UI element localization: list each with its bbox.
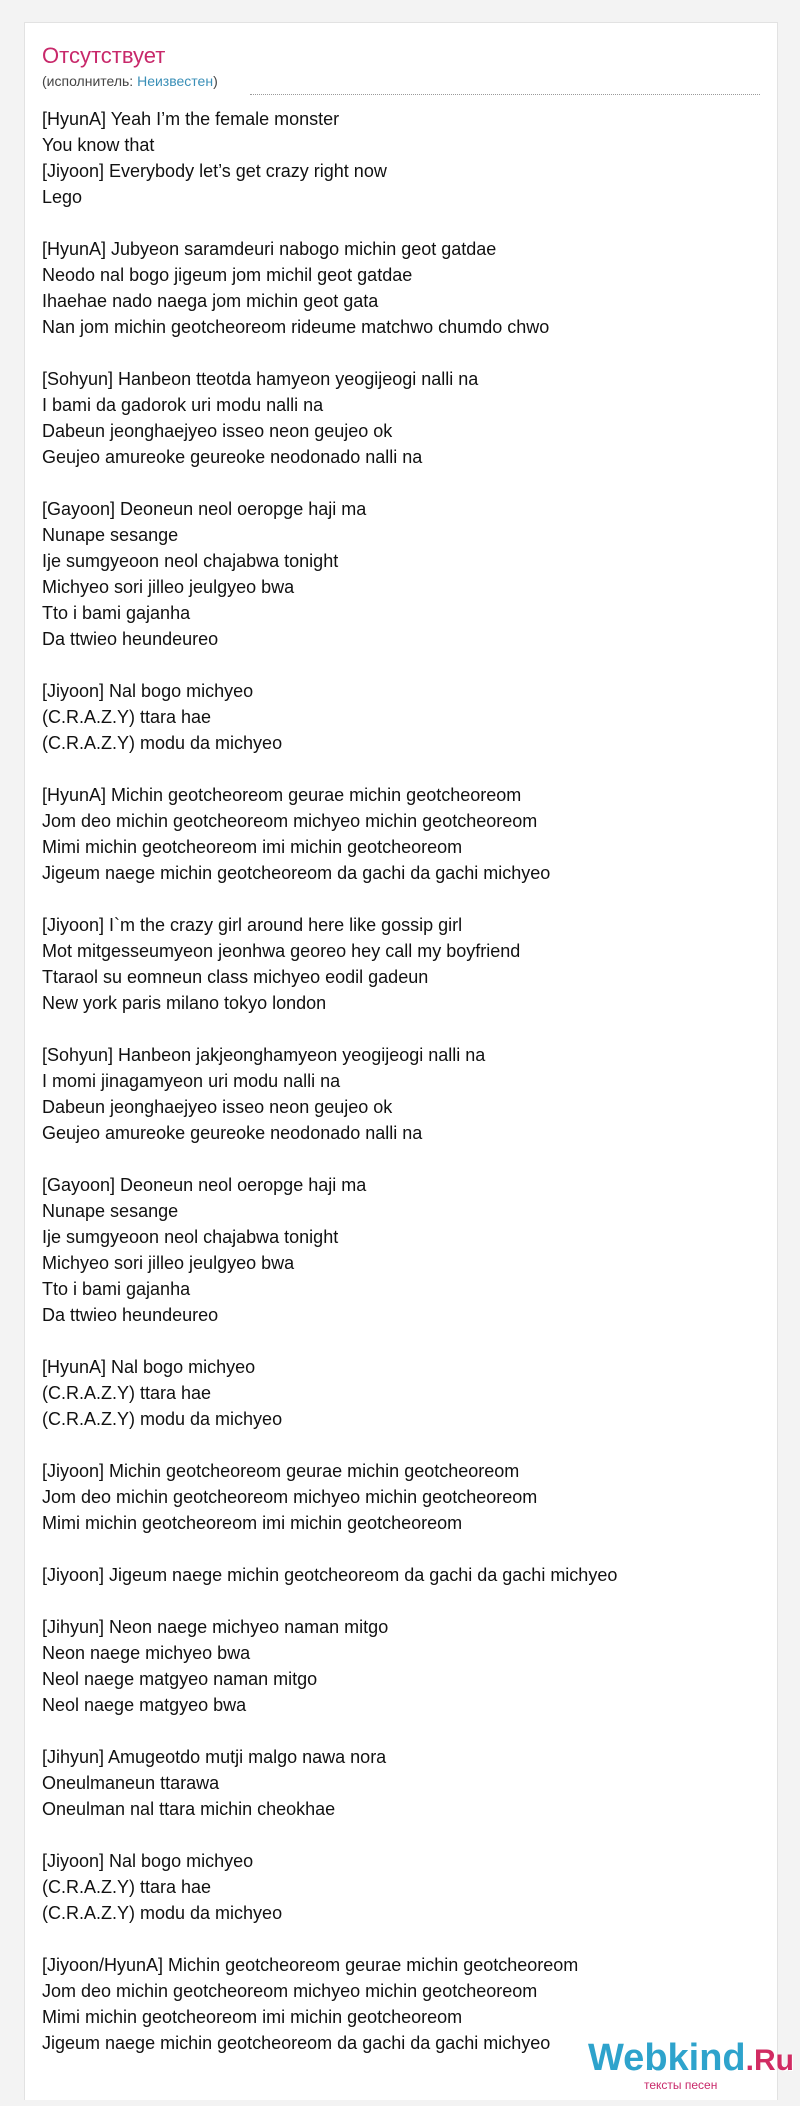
lyrics-line: Jigeum naege michin geotcheoreom da gachi da gachi michyeo [42,2033,551,2053]
lyrics-line: Geujeo amureoke geureoke neodonado nalli na [42,447,423,467]
lyrics-line: I momi jinagamyeon uri modu nalli na [42,1071,341,1091]
artist-prefix: (исполнитель: [42,73,138,89]
lyrics-line: (C.R.A.Z.Y) modu da michyeo [42,1903,283,1923]
logo-tagline: тексты песен [644,2078,718,2092]
logo-main-text: Webkind [588,2037,746,2079]
lyrics-stanza [42,1848,762,1926]
lyrics-line: [Jiyoon] Everybody let’s get crazy right now [42,161,387,181]
lyrics-line: [HyunA] Michin geotcheoreom geurae michin geotcheoreom [42,785,522,805]
lyrics-line: [Jiyoon] Nal bogo michyeo [42,1851,254,1871]
site-logo[interactable] [588,2036,794,2096]
lyrics-line: Jigeum naege michin geotcheoreom da gachi da gachi michyeo [42,863,551,883]
lyrics-line: You know that [42,135,155,155]
lyrics-line: Nunape sesange [42,525,179,545]
lyrics-stanza [42,1458,762,1536]
lyrics-line: Michyeo sori jilleo jeulgyeo bwa [42,577,295,597]
lyrics-stanza [42,1744,762,1822]
lyrics-line: [Jihyun] Amugeotdo mutji malgo nawa nora [42,1747,387,1767]
lyrics-line: Ije sumgyeoon neol chajabwa tonight [42,1227,339,1247]
lyrics-line: Geujeo amureoke geureoke neodonado nalli na [42,1123,423,1143]
lyrics-line: [Sohyun] Hanbeon tteotda hamyeon yeogijeogi nalli na [42,369,479,389]
lyrics-stanza [42,678,762,756]
artist-line [42,72,218,90]
lyrics-stanza [42,912,762,1016]
lyrics-line: Oneulmaneun ttarawa [42,1773,220,1793]
lyrics-line: Mimi michin geotcheoreom imi michin geotcheoreom [42,2007,463,2027]
lyrics-line: Neon naege michyeo bwa [42,1643,251,1663]
lyrics-line: [HyunA] Jubyeon saramdeuri nabogo michin geot gatdae [42,239,497,259]
lyrics-line: Da ttwieo heundeureo [42,629,219,649]
lyrics-line: [Gayoon] Deoneun neol oeropge haji ma [42,1175,367,1195]
title-divider [250,94,760,95]
lyrics-line: [Jiyoon] I`m the crazy girl around here like gossip girl [42,915,463,935]
lyrics-stanza [42,236,762,340]
lyrics-line: Jom deo michin geotcheoreom michyeo michin geotcheoreom [42,1487,538,1507]
lyrics-line: Jom deo michin geotcheoreom michyeo michin geotcheoreom [42,811,538,831]
lyrics-line: Tto i bami gajanha [42,1279,191,1299]
lyrics-line: Lego [42,187,83,207]
lyrics-line: Mimi michin geotcheoreom imi michin geotcheoreom [42,1513,463,1533]
song-title: Отсутствует [42,43,166,68]
lyrics-line: Neodo nal bogo jigeum jom michil geot gatdae [42,265,413,285]
lyrics-line: Mot mitgesseumyeon jeonhwa georeo hey call my boyfriend [42,941,521,961]
lyrics-line: (C.R.A.Z.Y) ttara hae [42,707,212,727]
lyrics-stanza [42,1042,762,1146]
lyrics-line: Ije sumgyeoon neol chajabwa tonight [42,551,339,571]
lyrics-line: New york paris milano tokyo london [42,993,327,1013]
lyrics-line: [Jiyoon/HyunA] Michin geotcheoreom geurae michin geotcheoreom [42,1955,579,1975]
lyrics-line: [HyunA] Nal bogo michyeo [42,1357,256,1377]
lyrics-line: Jom deo michin geotcheoreom michyeo michin geotcheoreom [42,1981,538,2001]
lyrics-line: Da ttwieo heundeureo [42,1305,219,1325]
lyrics-line: Mimi michin geotcheoreom imi michin geotcheoreom [42,837,463,857]
lyrics-line: (C.R.A.Z.Y) modu da michyeo [42,733,283,753]
lyrics-line: (C.R.A.Z.Y) modu da michyeo [42,1409,283,1429]
lyrics-stanza [42,1614,762,1718]
lyrics-line: Michyeo sori jilleo jeulgyeo bwa [42,1253,295,1273]
artist-link[interactable]: Неизвестен [137,73,214,89]
logo-wordmark [588,2036,794,2083]
lyrics-line: [Sohyun] Hanbeon jakjeonghamyeon yeogijeogi nalli na [42,1045,486,1065]
lyrics-line: Tto i bami gajanha [42,603,191,623]
lyrics-line: (C.R.A.Z.Y) ttara hae [42,1383,212,1403]
lyrics-stanza [42,106,762,210]
lyrics-line: (C.R.A.Z.Y) ttara hae [42,1877,212,1897]
lyrics-line: Dabeun jeonghaejyeo isseo neon geujeo ok [42,421,393,441]
logo-tld: .Ru [745,2044,794,2077]
lyrics-line: Nunape sesange [42,1201,179,1221]
lyrics-line: Oneulman nal ttara michin cheokhae [42,1799,336,1819]
lyrics-stanza [42,782,762,886]
lyrics-line: [Jiyoon] Michin geotcheoreom geurae michin geotcheoreom [42,1461,520,1481]
lyrics-line: Ttaraol su eomneun class michyeo eodil gadeun [42,967,429,987]
lyrics-line: [Jiyoon] Nal bogo michyeo [42,681,254,701]
lyrics-line: [Gayoon] Deoneun neol oeropge haji ma [42,499,367,519]
artist-suffix: ) [213,73,218,89]
lyrics-stanza [42,1172,762,1328]
lyrics-line: [Jiyoon] Jigeum naege michin geotcheoreom da gachi da gachi michyeo [42,1565,618,1585]
lyrics-line: [HyunA] Yeah I’m the female monster [42,109,340,129]
lyrics-stanza [42,366,762,470]
lyrics-body [42,106,762,2082]
lyrics-line: I bami da gadorok uri modu nalli na [42,395,324,415]
lyrics-line: Neol naege matgyeo bwa [42,1695,247,1715]
lyrics-stanza [42,1562,762,1588]
lyrics-line: [Jihyun] Neon naege michyeo naman mitgo [42,1617,389,1637]
lyrics-line: Dabeun jeonghaejyeo isseo neon geujeo ok [42,1097,393,1117]
lyrics-line: Neol naege matgyeo naman mitgo [42,1669,318,1689]
lyrics-stanza [42,496,762,652]
lyrics-stanza [42,1354,762,1432]
lyrics-line: Ihaehae nado naega jom michin geot gata [42,291,379,311]
lyrics-line: Nan jom michin geotcheoreom rideume matchwo chumdo chwo [42,317,550,337]
